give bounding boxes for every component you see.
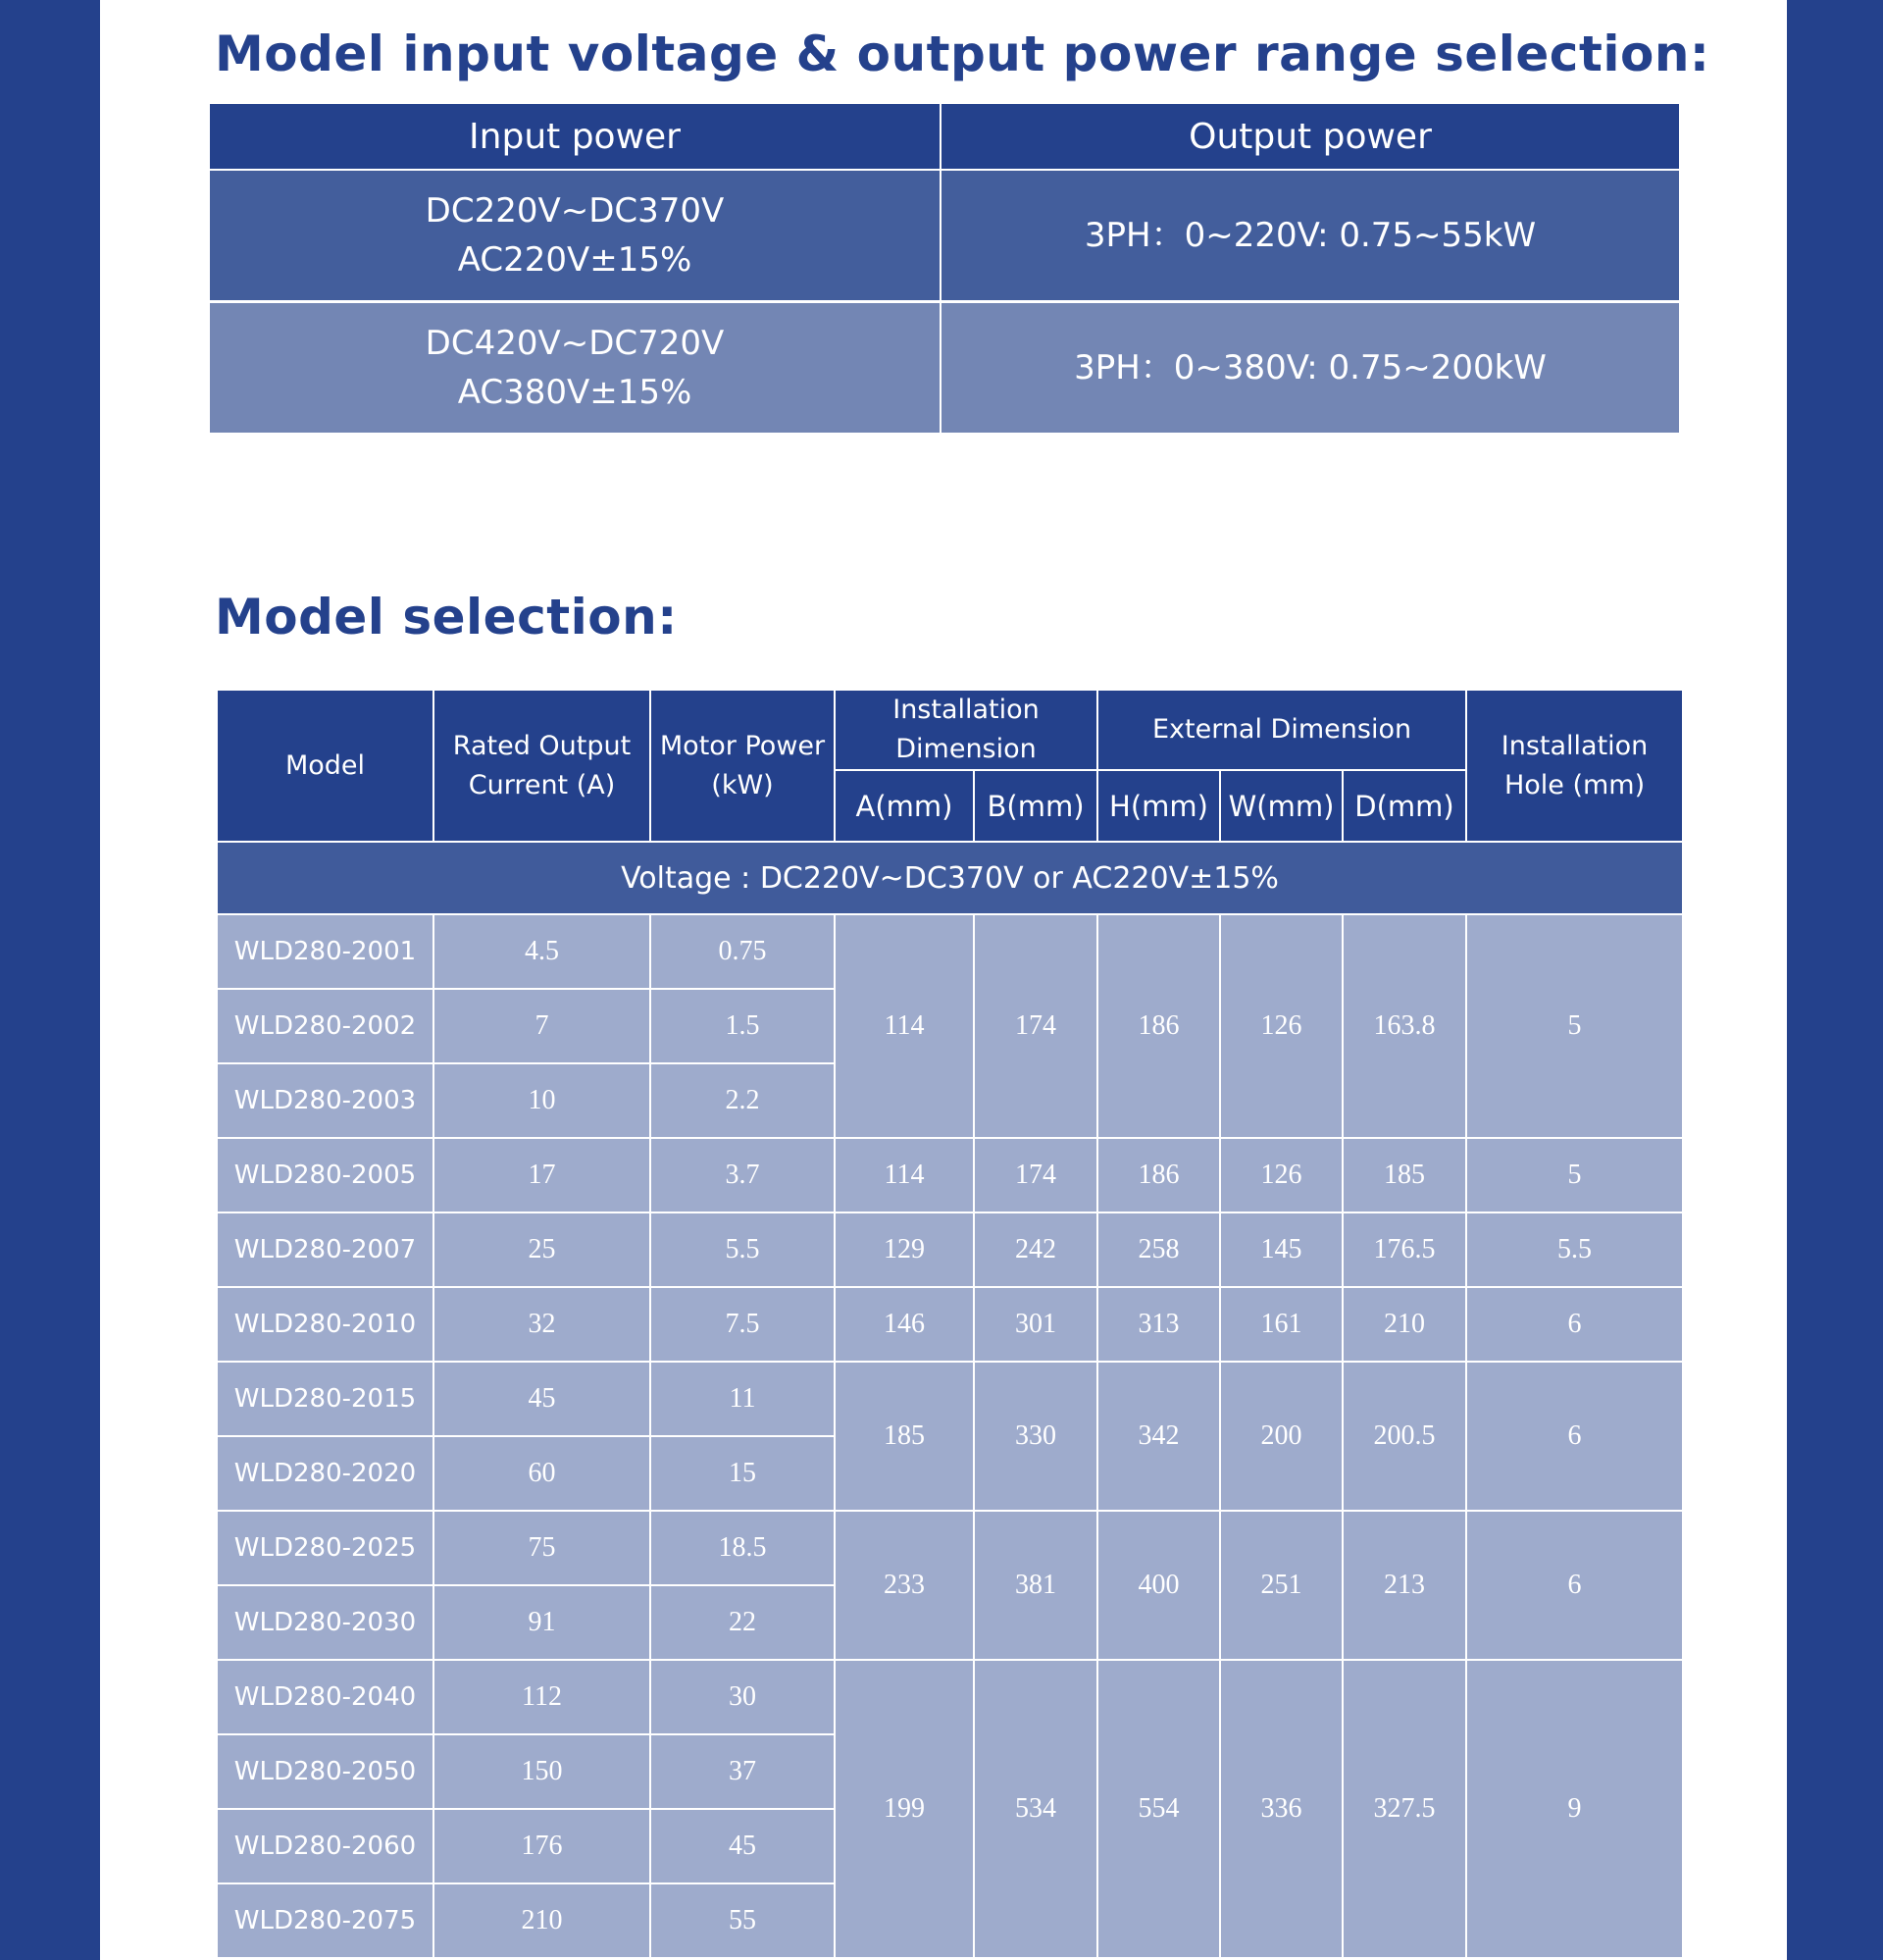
rated-current-header [433,690,650,842]
table-row [217,1287,1683,1362]
d-mm-cell: 210 [1343,1287,1466,1362]
h-mm-cell: 186 [1097,914,1220,1138]
rated-current-cell: 4.5 [433,914,650,989]
model-cell: WLD280-2010 [217,1287,433,1362]
h-mm-header: H(mm) [1097,770,1220,842]
h-mm-cell: 258 [1097,1212,1220,1287]
power-range-table [210,104,1679,433]
model-cell: WLD280-2060 [217,1809,433,1883]
power-row [210,302,1679,434]
rated-current-cell: 10 [433,1063,650,1138]
d-mm-cell: 176.5 [1343,1212,1466,1287]
installation-hole-cell: 6 [1466,1362,1683,1511]
table-row [217,1138,1683,1212]
input-power-header: Input power [210,104,941,170]
model-cell: WLD280-2001 [217,914,433,989]
w-mm-cell: 336 [1220,1660,1343,1958]
rated-current-cell: 150 [433,1734,650,1809]
model-table-body [217,914,1683,1958]
table-row [217,914,1683,989]
output-power-cell: 3PH：0~220V: 0.75~55kW [941,170,1679,302]
a-mm-cell: 185 [835,1362,974,1511]
model-cell: WLD280-2025 [217,1511,433,1585]
h-mm-cell: 186 [1097,1138,1220,1212]
table-row [217,1362,1683,1436]
table-row [217,1511,1683,1585]
rated-current-cell: 75 [433,1511,650,1585]
rated-current-cell: 45 [433,1362,650,1436]
motor-power-header-line: Motor Power [659,730,826,761]
rated-current-cell: 176 [433,1809,650,1883]
h-mm-cell: 313 [1097,1287,1220,1362]
motor-power-cell: 1.5 [650,989,835,1063]
d-mm-cell: 185 [1343,1138,1466,1212]
installation-dimension-header-line: Installation [892,695,1040,725]
motor-power-header [650,690,835,842]
installation-hole-cell: 5 [1466,914,1683,1138]
rated-current-cell: 91 [433,1585,650,1660]
external-dimension-header: External Dimension [1097,690,1466,770]
w-mm-cell: 126 [1220,1138,1343,1212]
w-mm-cell: 251 [1220,1511,1343,1660]
motor-power-cell: 15 [650,1436,835,1511]
motor-power-cell: 30 [650,1660,835,1734]
model-cell: WLD280-2003 [217,1063,433,1138]
model-selection-title: Model selection: [215,589,678,645]
w-mm-cell: 145 [1220,1212,1343,1287]
d-mm-cell: 213 [1343,1511,1466,1660]
a-mm-cell: 114 [835,914,974,1138]
table-row [217,1212,1683,1287]
table-row [217,1660,1683,1734]
installation-hole-header-line: Installation [1501,730,1649,761]
input-power-line: AC220V±15% [457,240,692,280]
b-mm-cell: 242 [974,1212,1097,1287]
model-selection-table [216,689,1684,1959]
voltage-row: Voltage : DC220V~DC370V or AC220V±15% [217,842,1683,914]
b-mm-cell: 301 [974,1287,1097,1362]
d-mm-cell: 327.5 [1343,1660,1466,1958]
b-mm-cell: 174 [974,914,1097,1138]
b-mm-cell: 330 [974,1362,1097,1511]
motor-power-cell: 22 [650,1585,835,1660]
b-mm-cell: 174 [974,1138,1097,1212]
input-power-cell [210,170,941,302]
rated-current-cell: 7 [433,989,650,1063]
model-cell: WLD280-2002 [217,989,433,1063]
power-range-title: Model input voltage & output power range selection: [215,26,1710,82]
model-cell: WLD280-2030 [217,1585,433,1660]
w-mm-cell: 200 [1220,1362,1343,1511]
model-cell: WLD280-2040 [217,1660,433,1734]
page [100,0,1787,1960]
installation-hole-cell: 6 [1466,1287,1683,1362]
motor-power-cell: 18.5 [650,1511,835,1585]
a-mm-header: A(mm) [835,770,974,842]
rated-current-header-line: Current (A) [468,769,616,800]
model-cell: WLD280-2015 [217,1362,433,1436]
d-mm-cell: 163.8 [1343,914,1466,1138]
a-mm-cell: 114 [835,1138,974,1212]
installation-hole-header [1466,690,1683,842]
b-mm-cell: 381 [974,1511,1097,1660]
motor-power-cell: 45 [650,1809,835,1883]
a-mm-cell: 146 [835,1287,974,1362]
input-power-cell [210,302,941,434]
installation-dimension-header [835,690,1097,770]
b-mm-header: B(mm) [974,770,1097,842]
motor-power-cell: 5.5 [650,1212,835,1287]
input-power-line: DC220V~DC370V [425,191,725,231]
installation-hole-header-line: Hole (mm) [1503,769,1646,800]
power-row [210,170,1679,302]
a-mm-cell: 199 [835,1660,974,1958]
rated-current-cell: 25 [433,1212,650,1287]
motor-power-header-line: (kW) [711,769,774,800]
w-mm-header: W(mm) [1220,770,1343,842]
a-mm-cell: 233 [835,1511,974,1660]
motor-power-cell: 55 [650,1883,835,1958]
rated-current-cell: 17 [433,1138,650,1212]
b-mm-cell: 534 [974,1660,1097,1958]
motor-power-cell: 3.7 [650,1138,835,1212]
motor-power-cell: 0.75 [650,914,835,989]
h-mm-cell: 342 [1097,1362,1220,1511]
motor-power-cell: 2.2 [650,1063,835,1138]
motor-power-cell: 37 [650,1734,835,1809]
rated-current-cell: 210 [433,1883,650,1958]
model-header: Model [217,690,433,842]
h-mm-cell: 554 [1097,1660,1220,1958]
input-power-line: DC420V~DC720V [425,324,725,363]
model-cell: WLD280-2005 [217,1138,433,1212]
model-cell: WLD280-2007 [217,1212,433,1287]
installation-hole-cell: 5.5 [1466,1212,1683,1287]
model-cell: WLD280-2020 [217,1436,433,1511]
input-power-line: AC380V±15% [457,373,692,412]
rated-current-cell: 32 [433,1287,650,1362]
model-cell: WLD280-2075 [217,1883,433,1958]
rated-current-header-line: Rated Output [452,730,632,761]
installation-hole-cell: 6 [1466,1511,1683,1660]
motor-power-cell: 7.5 [650,1287,835,1362]
d-mm-cell: 200.5 [1343,1362,1466,1511]
output-power-cell: 3PH：0~380V: 0.75~200kW [941,302,1679,434]
model-cell: WLD280-2050 [217,1734,433,1809]
h-mm-cell: 400 [1097,1511,1220,1660]
rated-current-cell: 60 [433,1436,650,1511]
output-power-header: Output power [941,104,1679,170]
motor-power-cell: 11 [650,1362,835,1436]
installation-hole-cell: 5 [1466,1138,1683,1212]
rated-current-cell: 112 [433,1660,650,1734]
installation-dimension-header-line: Dimension [895,734,1037,764]
w-mm-cell: 161 [1220,1287,1343,1362]
installation-hole-cell: 9 [1466,1660,1683,1958]
d-mm-header: D(mm) [1343,770,1466,842]
w-mm-cell: 126 [1220,914,1343,1138]
a-mm-cell: 129 [835,1212,974,1287]
